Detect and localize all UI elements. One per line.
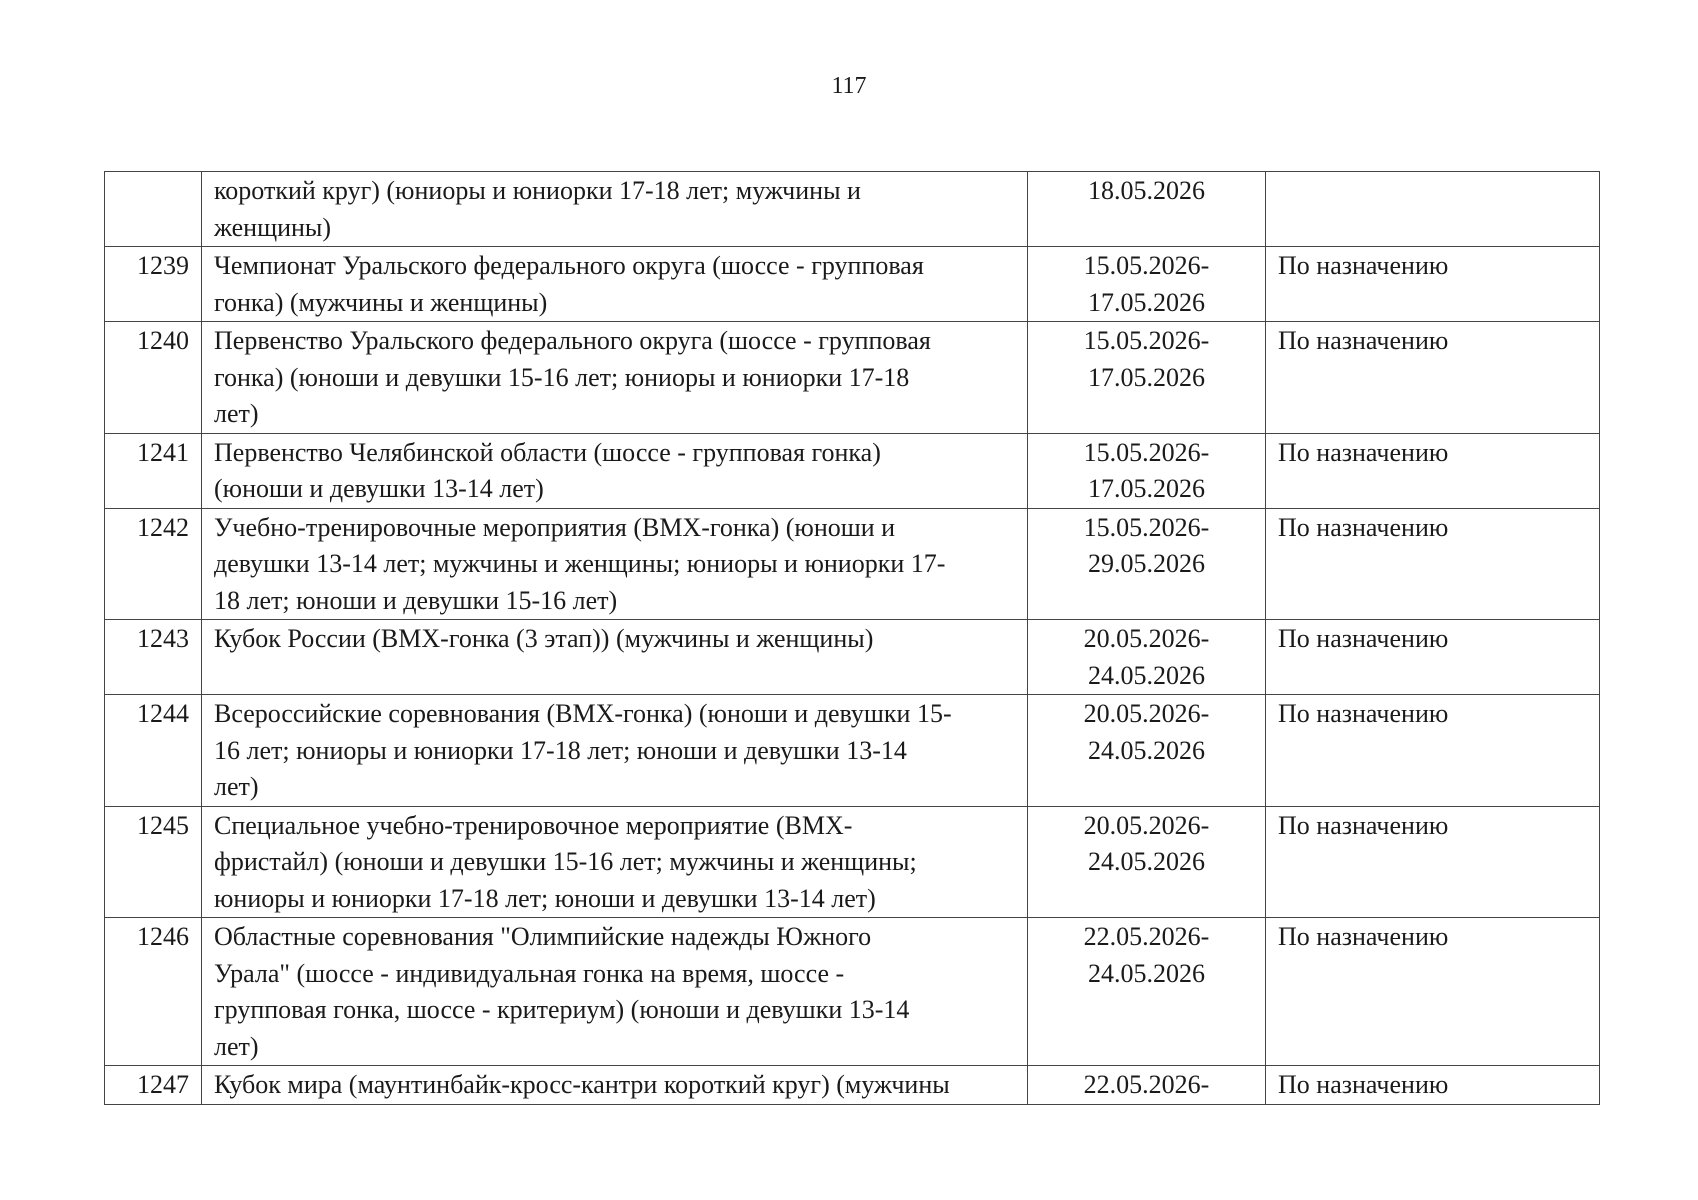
event-name-cell: [202, 695, 1028, 807]
event-name-cell: [202, 918, 1028, 1066]
event-name-line: 18 лет; юноши и девушки 15-16 лет): [214, 585, 618, 615]
event-name-line: (юноши и девушки 13-14 лет): [214, 474, 544, 503]
event-name-line: Первенство Уральского федерального округа (шоссе - групповая: [214, 326, 931, 355]
event-name-line: лет): [214, 1031, 259, 1061]
table-row: [105, 620, 1600, 695]
event-name-line: Учебно-тренировочные мероприятия (BMX-гонка) (юноши и: [214, 512, 896, 542]
event-date-line: 17.05.2026: [1088, 362, 1205, 392]
event-date-line: 20.05.2026-: [1083, 624, 1210, 653]
event-date-line: 20.05.2026-: [1083, 699, 1210, 728]
event-date-cell: [1028, 508, 1266, 620]
event-name-cell: [202, 322, 1028, 434]
event-date-cell: [1028, 806, 1266, 918]
event-name-line: Кубок России (BMX-гонка (3 этап)) (мужчины и женщины): [214, 624, 874, 653]
event-date-line: 15.05.2026-: [1083, 512, 1210, 542]
event-name-cell: [202, 806, 1028, 918]
event-responsible-cell: По назначению: [1266, 508, 1600, 620]
event-date-line: 17.05.2026: [1088, 287, 1205, 317]
event-name-line: 16 лет; юниоры и юниорки 17-18 лет; юноши и девушки 13-14: [214, 735, 907, 765]
event-name-line: девушки 13-14 лет; мужчины и женщины; юниоры и юниорки 17-: [214, 549, 946, 578]
event-date-line: 18.05.2026: [1088, 176, 1205, 205]
table-row: [105, 508, 1600, 620]
event-number-cell: 1244: [105, 695, 202, 807]
event-date-line: 22.05.2026-: [1083, 1070, 1210, 1099]
events-table-body: [105, 172, 1600, 1105]
event-responsible-cell: По назначению: [1266, 918, 1600, 1066]
page-number: 117: [831, 73, 867, 99]
event-date-cell: [1028, 247, 1266, 322]
event-date-cell: [1028, 172, 1266, 247]
event-date-line: 15.05.2026-: [1083, 437, 1210, 467]
event-number-cell: 1242: [105, 508, 202, 620]
event-responsible-cell: По назначению: [1266, 322, 1600, 434]
event-name-line: Всероссийские соревнования (BMX-гонка) (юноши и девушки 15-: [214, 699, 952, 728]
event-date-cell: [1028, 433, 1266, 508]
event-date-cell: [1028, 695, 1266, 807]
event-name-line: фристайл) (юноши и девушки 15-16 лет; мужчины и женщины;: [214, 847, 917, 876]
event-date-line: 15.05.2026-: [1083, 251, 1210, 280]
event-number-cell: 1246: [105, 918, 202, 1066]
event-name-cell: [202, 172, 1028, 247]
event-name-cell: [202, 508, 1028, 620]
event-number-cell: 1243: [105, 620, 202, 695]
event-name-line: гонка) (мужчины и женщины): [214, 287, 548, 317]
event-name-line: групповая гонка, шоссе - критериум) (юноши и девушки 13-14: [214, 995, 910, 1024]
event-responsible-cell: По назначению: [1266, 806, 1600, 918]
table-row: [105, 172, 1600, 247]
event-date-line: 29.05.2026: [1088, 549, 1205, 578]
event-responsible-cell: По назначению: [1266, 1066, 1600, 1105]
event-name-line: лет): [214, 399, 259, 428]
event-date-line: 17.05.2026: [1088, 474, 1205, 503]
event-name-line: лет): [214, 772, 259, 801]
event-date-line: 24.05.2026: [1088, 660, 1205, 690]
event-responsible-cell: По назначению: [1266, 247, 1600, 322]
event-responsible-cell: По назначению: [1266, 620, 1600, 695]
event-number-cell: 1241: [105, 433, 202, 508]
event-number-cell: 1239: [105, 247, 202, 322]
event-number-cell: 1247: [105, 1066, 202, 1105]
event-name-line: короткий круг) (юниоры и юниорки 17-18 лет; мужчины и: [214, 176, 861, 205]
event-date-cell: [1028, 322, 1266, 434]
event-name-cell: [202, 433, 1028, 508]
table-row: [105, 433, 1600, 508]
table-row: [105, 806, 1600, 918]
event-number-cell: 1240: [105, 322, 202, 434]
event-responsible-cell: По назначению: [1266, 433, 1600, 508]
event-name-line: гонка) (юноши и девушки 15-16 лет; юниоры и юниорки 17-18: [214, 362, 910, 392]
event-responsible-cell: По назначению: [1266, 695, 1600, 807]
event-name-line: женщины): [214, 212, 332, 242]
table-row: [105, 1066, 1600, 1105]
event-date-line: 15.05.2026-: [1083, 326, 1210, 355]
event-date-cell: [1028, 620, 1266, 695]
event-date-cell: [1028, 1066, 1266, 1105]
event-name-line: Чемпионат Уральского федерального округа (шоссе - групповая: [214, 251, 924, 280]
table-row: [105, 322, 1600, 434]
event-name-line: Кубок мира (маунтинбайк-кросс-кантри короткий круг) (мужчины: [214, 1070, 950, 1099]
event-responsible-cell: [1266, 172, 1600, 247]
event-name-cell: [202, 1066, 1028, 1105]
event-name-cell: [202, 247, 1028, 322]
event-date-line: 24.05.2026: [1088, 735, 1205, 765]
event-date-cell: [1028, 918, 1266, 1066]
event-date-line: 24.05.2026: [1088, 847, 1205, 876]
event-name-line: юниоры и юниорки 17-18 лет; юноши и девушки 13-14 лет): [214, 883, 876, 913]
event-name-line: Первенство Челябинской области (шоссе - групповая гонка): [214, 437, 881, 467]
event-number-cell: [105, 172, 202, 247]
event-name-cell: [202, 620, 1028, 695]
table-row: [105, 247, 1600, 322]
event-name-line: Специальное учебно-тренировочное мероприятие (BMX-: [214, 810, 853, 840]
event-number-cell: 1245: [105, 806, 202, 918]
event-date-line: 22.05.2026-: [1083, 922, 1210, 951]
event-date-line: 24.05.2026: [1088, 958, 1205, 988]
table-row: [105, 918, 1600, 1066]
event-name-line: Урала" (шоссе - индивидуальная гонка на время, шоссе -: [214, 958, 845, 988]
event-date-line: 20.05.2026-: [1083, 810, 1210, 840]
event-name-line: Областные соревнования "Олимпийские надежды Южного: [214, 922, 872, 951]
table-row: [105, 695, 1600, 807]
events-table: [104, 171, 1600, 1105]
